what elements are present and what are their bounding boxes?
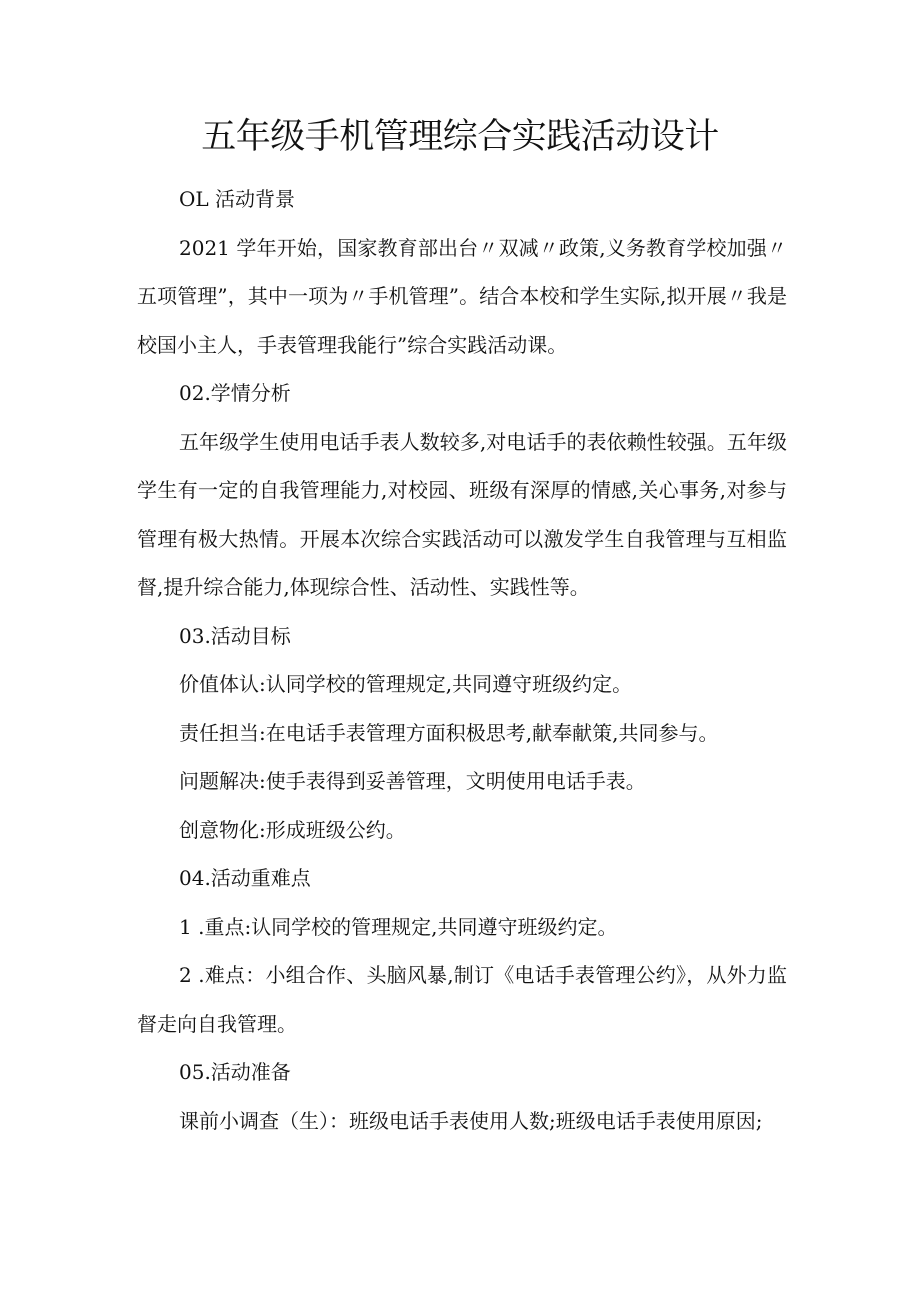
section-heading-analysis: 02.学情分析 bbox=[179, 381, 291, 405]
paragraph-analysis: 五年级学生使用电话手表人数较多,对电话手的表依赖性较强。五年级学生有一定的自我管理能力,对校园、班级有深厚的情感,关心事务,对参与管理有极大热情。开展本次综合实践活动可以激发学生自我管理与互相监督,提升综合能力,体现综合性、活动性、实践性等。 bbox=[137, 429, 787, 599]
section-heading-preparation: 05.活动准备 bbox=[179, 1060, 291, 1084]
key-point-item: 1 .重点:认同学校的管理规定,共同遵守班级约定。 bbox=[179, 914, 618, 939]
paragraph-background: 2021 学年开始，国家教育部出台〃双减〃政策,义务教育学校加强〃五项管理”，其中一项为〃手机管理”。结合本校和学生实际,拟开展〃我是校国小主人，手表管理我能行”综合实践活动课。 bbox=[137, 235, 787, 357]
section-heading-background: OL 活动背景 bbox=[179, 187, 296, 211]
document-title: 五年级手机管理综合实践活动设计 bbox=[201, 117, 719, 157]
difficult-point-item: 2 .难点：小组合作、头脑风暴,制订《电话手表管理公约》，从外力监督走向自我管理。 bbox=[137, 963, 787, 1036]
preparation-item: 课前小调查（生）：班级电话手表使用人数;班级电话手表使用原因; bbox=[179, 1108, 763, 1133]
goal-item-problem-solving: 问题解决:使手表得到妥善管理，文明使用电话手表。 bbox=[179, 769, 646, 793]
goal-item-responsibility: 责任担当:在电话手表管理方面积极思考,献奉献策,共同参与。 bbox=[179, 720, 719, 745]
section-heading-key-points: 04.活动重难点 bbox=[179, 866, 311, 890]
section-heading-goals: 03.活动目标 bbox=[179, 623, 291, 648]
goal-item-value: 价值体认:认同学校的管理规定,共同遵守班级约定。 bbox=[179, 672, 633, 696]
document-body bbox=[137, 175, 787, 1145]
goal-item-creativity: 创意物化:形成班级公约。 bbox=[179, 817, 406, 842]
